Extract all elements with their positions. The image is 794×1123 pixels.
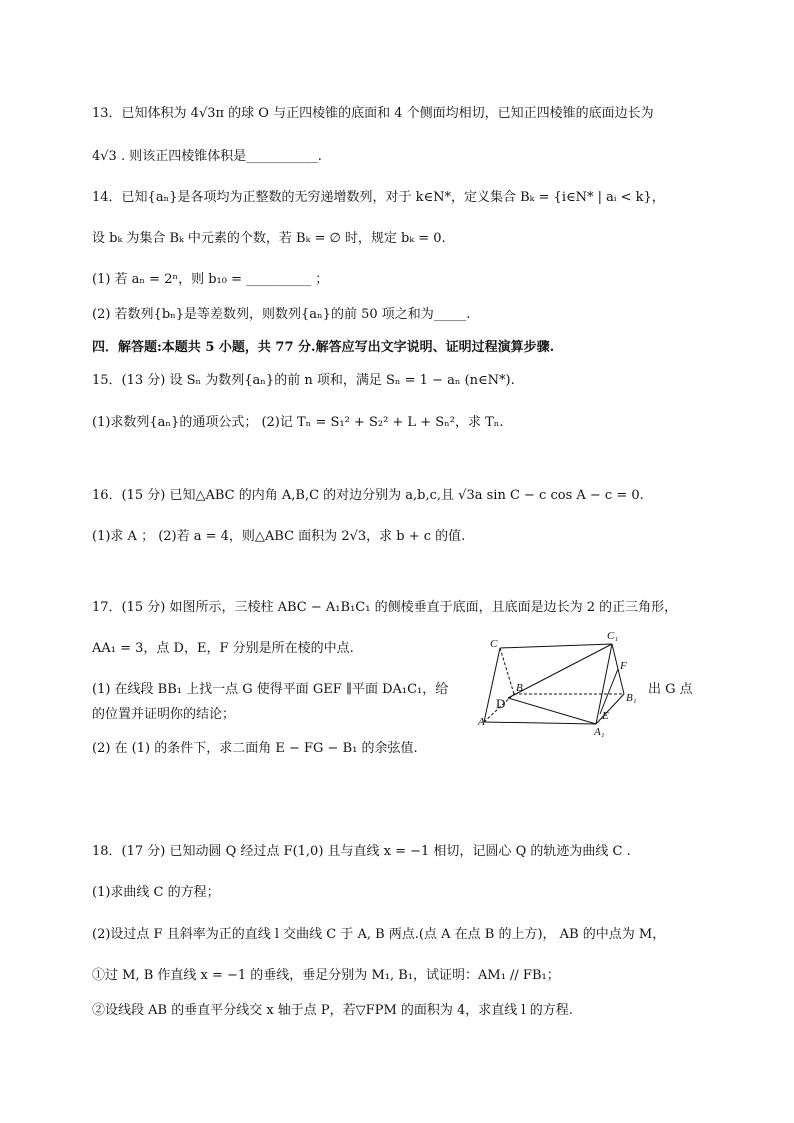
prism-figure bbox=[478, 630, 640, 740]
label-E: E bbox=[602, 710, 609, 722]
edge-D-C1 bbox=[508, 644, 612, 698]
label-B1: B₁ bbox=[626, 692, 637, 704]
label-A: A bbox=[478, 716, 485, 728]
q17-line-1: 17．(15 分) 如图所示，三棱柱 ABC − A₁B₁C₁ 的侧棱垂直于底面，且底面是边长为 2 的正三角形， bbox=[92, 600, 678, 615]
q15-line-2: (1)求数列{aₙ}的通项公式； (2)记 Tₙ = S₁² + S₂² + L + Sₙ²，求 Tₙ. bbox=[92, 415, 504, 430]
q17-line-3: (1) 在线段 BB₁ 上找一点 G 使得平面 GEF ∥平面 DA₁C₁，给 bbox=[92, 682, 449, 697]
q14-line-2: 设 bₖ 为集合 Bₖ 中元素的个数，若 Bₖ = ∅ 时，规定 bₖ = 0. bbox=[92, 231, 446, 246]
q18-line-4: ①过 M, B 作直线 x = −1 的垂线，垂足分别为 M₁, B₁，试证明：AM₁ // FB₁； bbox=[92, 968, 560, 983]
q14-line-3: (1) 若 aₙ = 2ⁿ，则 b₁₀ = __________ ； bbox=[92, 272, 329, 287]
label-C1: C₁ bbox=[607, 630, 619, 642]
q13-line-2: 4√3 . 则该正四棱锥体积是___________. bbox=[92, 149, 322, 164]
label-A1: A₁ bbox=[594, 726, 605, 738]
q18-line-2: (1)求曲线 C 的方程； bbox=[92, 885, 220, 900]
section-4-heading: 四．解答题:本题共 5 小题，共 77 分.解答应写出文字说明、证明过程演算步骤. bbox=[92, 340, 555, 355]
q13-line-1: 13．已知体积为 4√3π 的球 O 与正四棱锥的底面和 4 个侧面均相切，已知正四棱锥的底面边长为 bbox=[92, 106, 654, 121]
q14-line-4: (2) 若数列{bₙ}是等差数列，则数列{aₙ}的前 50 项之和为_____. bbox=[92, 307, 471, 322]
label-D: D bbox=[496, 696, 506, 711]
q16-line-1: 16．(15 分) 已知△ABC 的内角 A,B,C 的对边分别为 a,b,c,且 √3a sin C − c cos A − c = 0. bbox=[92, 488, 644, 503]
q14-line-1: 14．已知{aₙ}是各项均为正整数的无穷递增数列，对于 k∈N*，定义集合 Bₖ = {i∈N* | aᵢ < k}， bbox=[92, 190, 665, 205]
q17-line-4: 的位置并证明你的结论； bbox=[92, 707, 236, 722]
q16-line-2: (1)求 A ； (2)若 a = 4，则△ABC 面积为 2√3，求 b + c 的值. bbox=[92, 529, 466, 544]
q17-line-5: (2) 在 (1) 的条件下，求二面角 E − FG − B₁ 的余弦值. bbox=[92, 741, 418, 756]
label-F: F bbox=[620, 660, 627, 672]
edge-D-A1 bbox=[508, 698, 596, 724]
q17-line-3b: 出 G 点 bbox=[648, 682, 693, 697]
edge-C-C1 bbox=[500, 644, 612, 648]
q17-line-2: AA₁ = 3，点 D，E，F 分别是所在棱的中点. bbox=[92, 641, 354, 656]
label-B: B bbox=[516, 682, 523, 694]
q18-line-5: ②设线段 AB 的垂直平分线交 x 轴于点 P，若▽FPM 的面积为 4，求直线 l 的方程. bbox=[92, 1003, 573, 1018]
edge-A1-B1 bbox=[596, 694, 624, 724]
q18-line-3: (2)设过点 F 且斜率为正的直线 l 交曲线 C 于 A, B 两点.(点 A 在点 B 的上方)， AB 的中点为 M， bbox=[92, 927, 666, 942]
edge-C-B-hidden bbox=[500, 648, 514, 694]
edge-A-A1 bbox=[484, 722, 596, 724]
label-C: C bbox=[490, 638, 498, 650]
prism-diagram bbox=[480, 634, 640, 740]
q18-line-1: 18．(17 分) 已知动圆 Q 经过点 F(1,0) 且与直线 x = −1 相切，记圆心 Q 的轨迹为曲线 C . bbox=[92, 844, 631, 859]
q15-line-1: 15．(13 分) 设 Sₙ 为数列{aₙ}的前 n 项和，满足 Sₙ = 1 − aₙ (n∈N*). bbox=[92, 373, 515, 388]
